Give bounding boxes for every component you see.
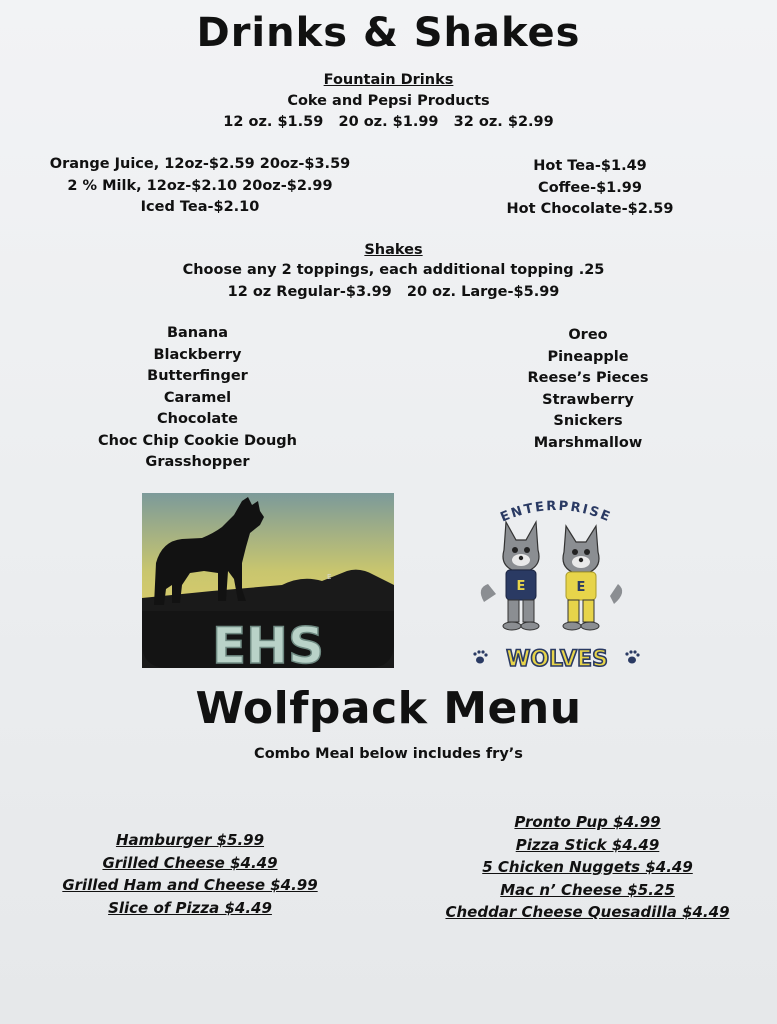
menu-item: 5 Chicken Nuggets $4.49 bbox=[482, 858, 693, 876]
mascot-shirt-letter-2: E bbox=[576, 580, 586, 595]
topping-item: Caramel bbox=[163, 389, 232, 406]
ehs-logo bbox=[142, 493, 394, 668]
topping-item: Blackberry bbox=[153, 346, 242, 363]
paw-print-icon bbox=[473, 650, 487, 663]
fountain-heading: Fountain Drinks bbox=[323, 72, 454, 88]
menu-item: Pronto Pup $4.99 bbox=[514, 813, 661, 831]
topping-item: Strawberry bbox=[542, 391, 634, 408]
topping-item: Butterfinger bbox=[147, 368, 248, 384]
topping-item: Chocolate bbox=[156, 411, 238, 427]
topping-item: Reese’s Pieces bbox=[527, 370, 649, 386]
mascot-shirt-letter: E bbox=[516, 579, 526, 594]
fountain-sizes: 12 oz. $1.59 20 oz. $1.99 32 oz. $2.99 bbox=[223, 114, 554, 130]
drinks-left-list bbox=[30, 154, 370, 219]
topping-item: Choc Chip Cookie Dough bbox=[97, 432, 297, 449]
shakes-note: Choose any 2 toppings, each additional topping .25 bbox=[182, 262, 605, 278]
drink-item: Iced Tea-$2.10 bbox=[140, 199, 260, 215]
menu-item: Slice of Pizza $4.49 bbox=[108, 898, 272, 917]
page-title: Drinks & Shakes bbox=[196, 10, 581, 56]
svg-text:ENTERPRISE bbox=[498, 499, 613, 526]
topping-item: Banana bbox=[166, 325, 229, 341]
menu-item: Cheddar Cheese Quesadilla $4.49 bbox=[445, 903, 730, 921]
topping-item: Snickers bbox=[553, 413, 623, 429]
drink-item: Hot Tea-$1.49 bbox=[533, 158, 647, 174]
menu-item: Mac n’ Cheese $5.25 bbox=[500, 880, 675, 899]
topping-item: Marshmallow bbox=[533, 434, 643, 451]
topping-item: Oreo bbox=[568, 327, 608, 343]
drink-item: 2 % Milk, 12oz-$2.10 20oz-$2.99 bbox=[67, 177, 333, 194]
menu-item: Grilled Cheese $4.49 bbox=[102, 853, 278, 872]
wolves-mascot-logo bbox=[466, 492, 648, 674]
mascot-top-text: ENTERPRISE bbox=[498, 498, 614, 526]
drink-item: Hot Chocolate-$2.59 bbox=[506, 201, 674, 217]
menu-item: Pizza Stick $4.49 bbox=[515, 835, 660, 854]
drink-item: Orange Juice, 12oz-$2.59 20oz-$3.59 bbox=[49, 156, 351, 172]
wolfpack-note: Combo Meal below includes fry’s bbox=[254, 746, 523, 762]
topping-item: Pineapple bbox=[547, 348, 629, 365]
ehs-logo-text: EHS bbox=[211, 617, 325, 668]
fountain-subheading: Coke and Pepsi Products bbox=[287, 93, 490, 109]
wolfpack-right-list bbox=[440, 811, 735, 924]
menu-item: Grilled Ham and Cheese $4.99 bbox=[62, 876, 318, 894]
ehs-peak-letter: E bbox=[327, 573, 332, 581]
menu-item: Hamburger $5.99 bbox=[115, 831, 265, 849]
toppings-right-list bbox=[498, 325, 678, 454]
wolf-mascot-right-icon bbox=[563, 526, 622, 630]
drinks-right-list bbox=[480, 156, 700, 221]
wolfpack-left-list bbox=[50, 829, 330, 919]
shakes-sizes: 12 oz Regular-$3.99 20 oz. Large-$5.99 bbox=[227, 284, 560, 300]
wolf-mascot-left-icon bbox=[481, 522, 539, 630]
mascot-bottom-text: WOLVES bbox=[506, 647, 608, 672]
shakes-heading: Shakes bbox=[364, 242, 423, 258]
drink-item: Coffee-$1.99 bbox=[538, 179, 642, 196]
toppings-left-list bbox=[70, 323, 325, 474]
wolfpack-title: Wolfpack Menu bbox=[195, 683, 582, 734]
paw-print-icon bbox=[625, 650, 639, 663]
topping-item: Grasshopper bbox=[145, 454, 250, 470]
